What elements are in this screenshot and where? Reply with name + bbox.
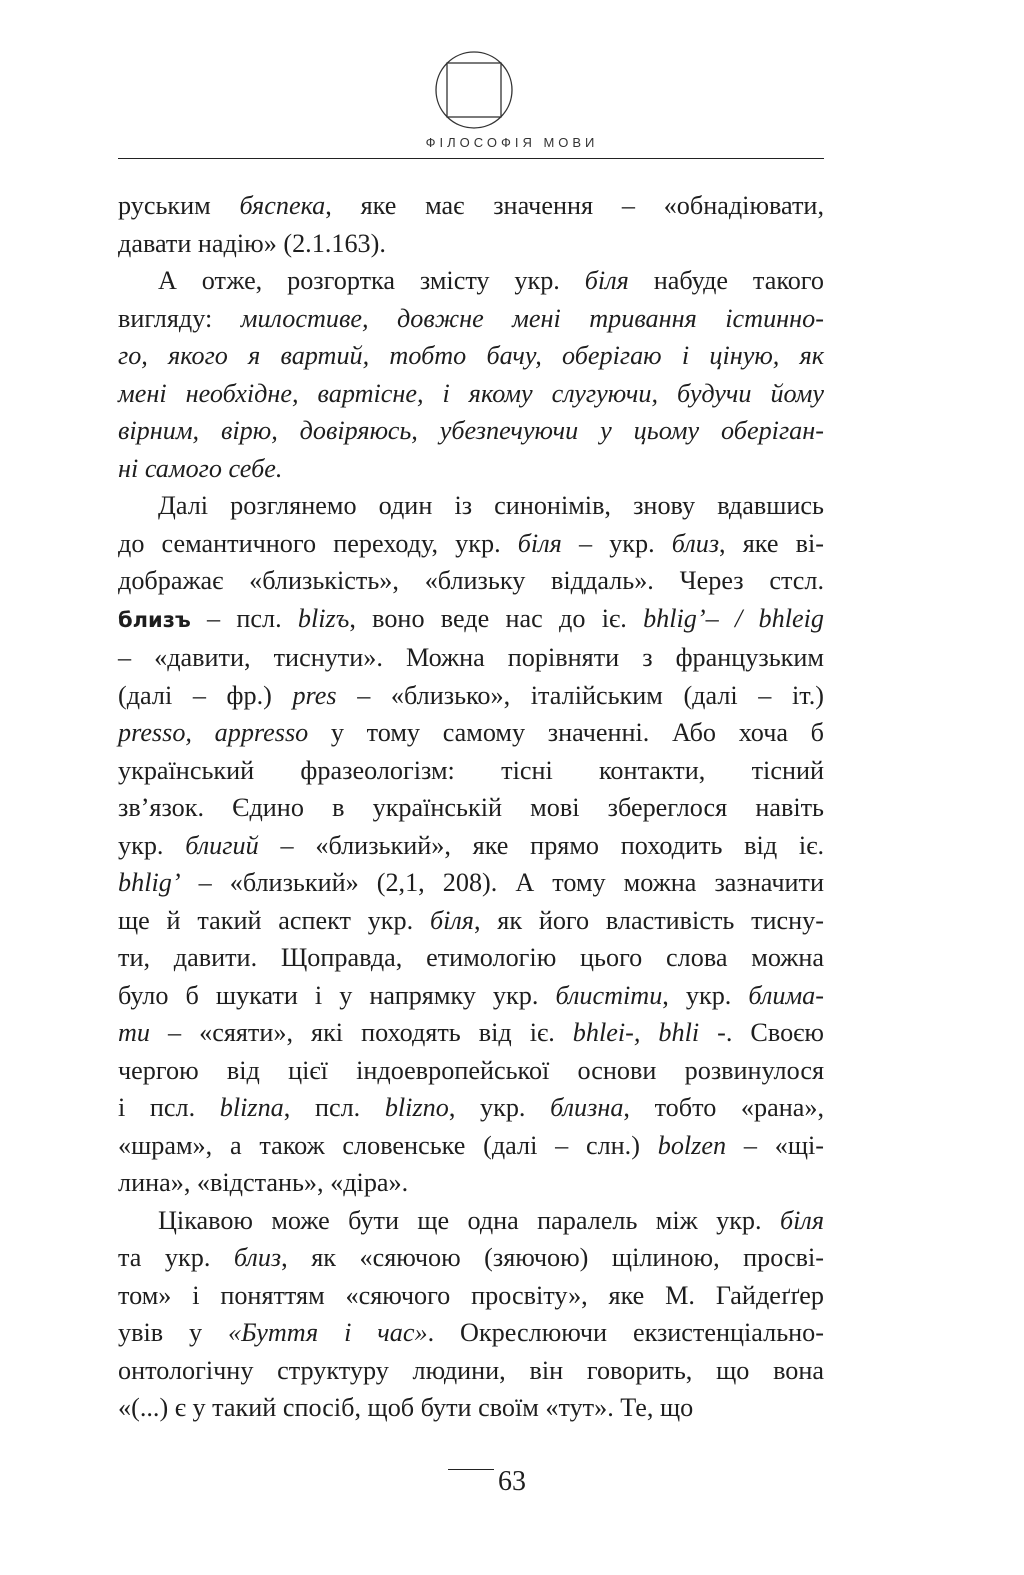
text-run: , тобто «рана», [623,1093,824,1122]
italic-term: близна [550,1093,624,1122]
italic-term: blizno [384,1093,449,1122]
text-run: А отже, розгортка змісту укр. [158,266,585,295]
text-run: , воно веде нас до іє. [349,603,644,633]
text-line [118,789,824,827]
text-line [118,977,824,1015]
text-run: «(...) є у такий спосіб, щоб бути своїм «тут». Те, що [118,1393,694,1422]
text-line [118,677,824,715]
text-run: ще й такий аспект укр. [118,905,430,935]
italic-term: bhlig’ [118,868,181,897]
text-line [118,187,824,225]
italic-term: блима- [748,980,824,1010]
italic-term: pres [292,680,337,710]
italic-term: bhlei-, bhli [572,1018,700,1047]
text-line [118,1089,824,1127]
page-body-text [118,187,824,1427]
text-run: вигляду: [118,303,241,333]
italic-term: милостиве, довжне мені тривання істинно- [240,303,824,333]
bold-term: близъ [118,607,191,632]
text-line [118,1314,824,1352]
text-run: було б шукати і у напрямку укр. [118,980,556,1010]
italic-term: біля [779,1205,824,1235]
text-line [118,1202,824,1240]
text-line [118,1389,824,1427]
text-run: – «близько», італійським (далі – іт.) [336,680,824,710]
text-run: , як «сяючою (зяючою) щілиною, просві- [281,1243,824,1272]
text-line [118,600,824,640]
text-line [118,1277,824,1315]
text-run: руським [118,191,240,220]
header-divider [118,158,824,159]
text-line [118,639,824,677]
italic-term: біля [517,528,562,558]
text-line [118,752,824,790]
text-run: . Окреслюючи екзистенціально- [427,1318,824,1347]
paragraph [118,187,824,262]
text-run: чергою від цієї індоевропейської основи розвинулося [118,1055,824,1085]
italic-term: блистіти [555,980,663,1010]
italic-term: вірним, вірю, довіряюсь, убезпечуючи у цьому оберіган- [118,416,824,445]
paragraph [118,1202,824,1427]
paragraph [118,262,824,487]
text-run: , як його властивість тисну- [473,905,824,935]
text-run: – «близький» (2,1, 208). А тому можна зазначити [180,868,824,897]
text-run: давати надію» (2.1.163). [118,228,386,258]
italic-term: ні самого себе. [118,453,283,483]
text-run: , яке має значення – «обнадіювати, [325,191,824,220]
text-line [118,1239,824,1277]
text-line [118,450,824,488]
text-line [118,864,824,902]
text-run: (далі – фр.) [118,680,293,710]
text-run: , укр. [448,1093,551,1122]
text-run: – «близький», яке прямо походить від іє. [258,830,824,860]
text-run: Цікавою може бути ще одна паралель між укр. [158,1205,780,1235]
italic-term: біля [429,905,474,935]
italic-term: ти [118,1018,151,1047]
text-line [118,1352,824,1390]
italic-term: bolzen [657,1130,727,1160]
text-run: до семантичного переходу, укр. [118,528,518,558]
text-run: у тому самому значенні. Або хоча б [308,718,824,747]
text-run: том» і поняттям «сяючого просвіту», яке М. Гайдеґґер [118,1280,824,1310]
text-run: , укр. [662,980,749,1010]
text-line [118,487,824,525]
text-line [118,1127,824,1165]
text-run: онтологічну структуру людини, він говорить, що вона [118,1355,824,1385]
text-run: дображає «близькість», «близьку віддаль». Через стсл. [118,566,824,595]
italic-term: бяспека [239,191,326,220]
text-run: і псл. [118,1093,220,1122]
page-number: 63 [498,1466,526,1497]
text-run: набуде такого [628,266,824,295]
text-line [118,1014,824,1052]
text-run: , яке ві- [719,528,824,558]
text-run: та укр. [118,1243,234,1272]
text-line [118,827,824,865]
text-run: український фразеологізм: тісні контакти, тісний [118,755,824,785]
text-run: , псл. [283,1093,385,1122]
text-line [118,375,824,413]
text-line [118,939,824,977]
text-line [118,412,824,450]
italic-term: близ [233,1243,282,1272]
italic-term: bhlig’– / bhleig [643,603,824,633]
text-line [118,902,824,940]
circle-square-emblem-icon [434,50,514,130]
text-run: лина», «відстань», «діра». [118,1168,409,1197]
italic-term: біля [584,266,629,295]
text-line [118,337,824,375]
text-line [118,562,824,600]
text-run: – «щі- [726,1130,824,1160]
italic-term: близ [671,528,720,558]
italic-term: «Буття і час» [228,1318,428,1347]
text-line [118,262,824,300]
text-line [118,300,824,338]
italic-term: blizna [219,1093,284,1122]
text-run: – «давити, тиснути». Можна порівняти з французьким [118,643,824,672]
text-run: укр. [118,830,186,860]
text-run: – «сяяти», які походять від іє. [150,1018,573,1047]
paragraph [118,487,824,1202]
text-run: – укр. [561,528,672,558]
text-line [118,225,824,263]
running-header-title: ФІЛОСОФІЯ МОВИ [425,135,599,150]
text-run: -. Своєю [699,1018,824,1047]
italic-term: мені необхідне, вартісне, і якому слугуючи, будучи йому [118,378,824,408]
text-run: Далі розглянемо один із синонімів, знову вдавшись [158,491,824,520]
italic-term: го, якого я вартий, тобто бачу, оберігаю і ціную, як [118,341,824,370]
text-run: – псл. [190,603,298,633]
text-line [118,714,824,752]
text-run: «шрам», а також словенське (далі – слн.) [118,1130,658,1160]
text-run: зв’язок. Єдино в українській мові збереглося навіть [118,793,824,822]
text-line [118,1164,824,1202]
italic-term: блигий [185,830,259,860]
text-line [118,525,824,563]
italic-term: presso, appresso [118,718,309,747]
text-line [118,1052,824,1090]
text-run: увів у [118,1318,229,1347]
italic-term: blizъ [297,603,350,633]
text-run: ти, давити. Щоправда, етимологію цього слова можна [118,943,824,972]
